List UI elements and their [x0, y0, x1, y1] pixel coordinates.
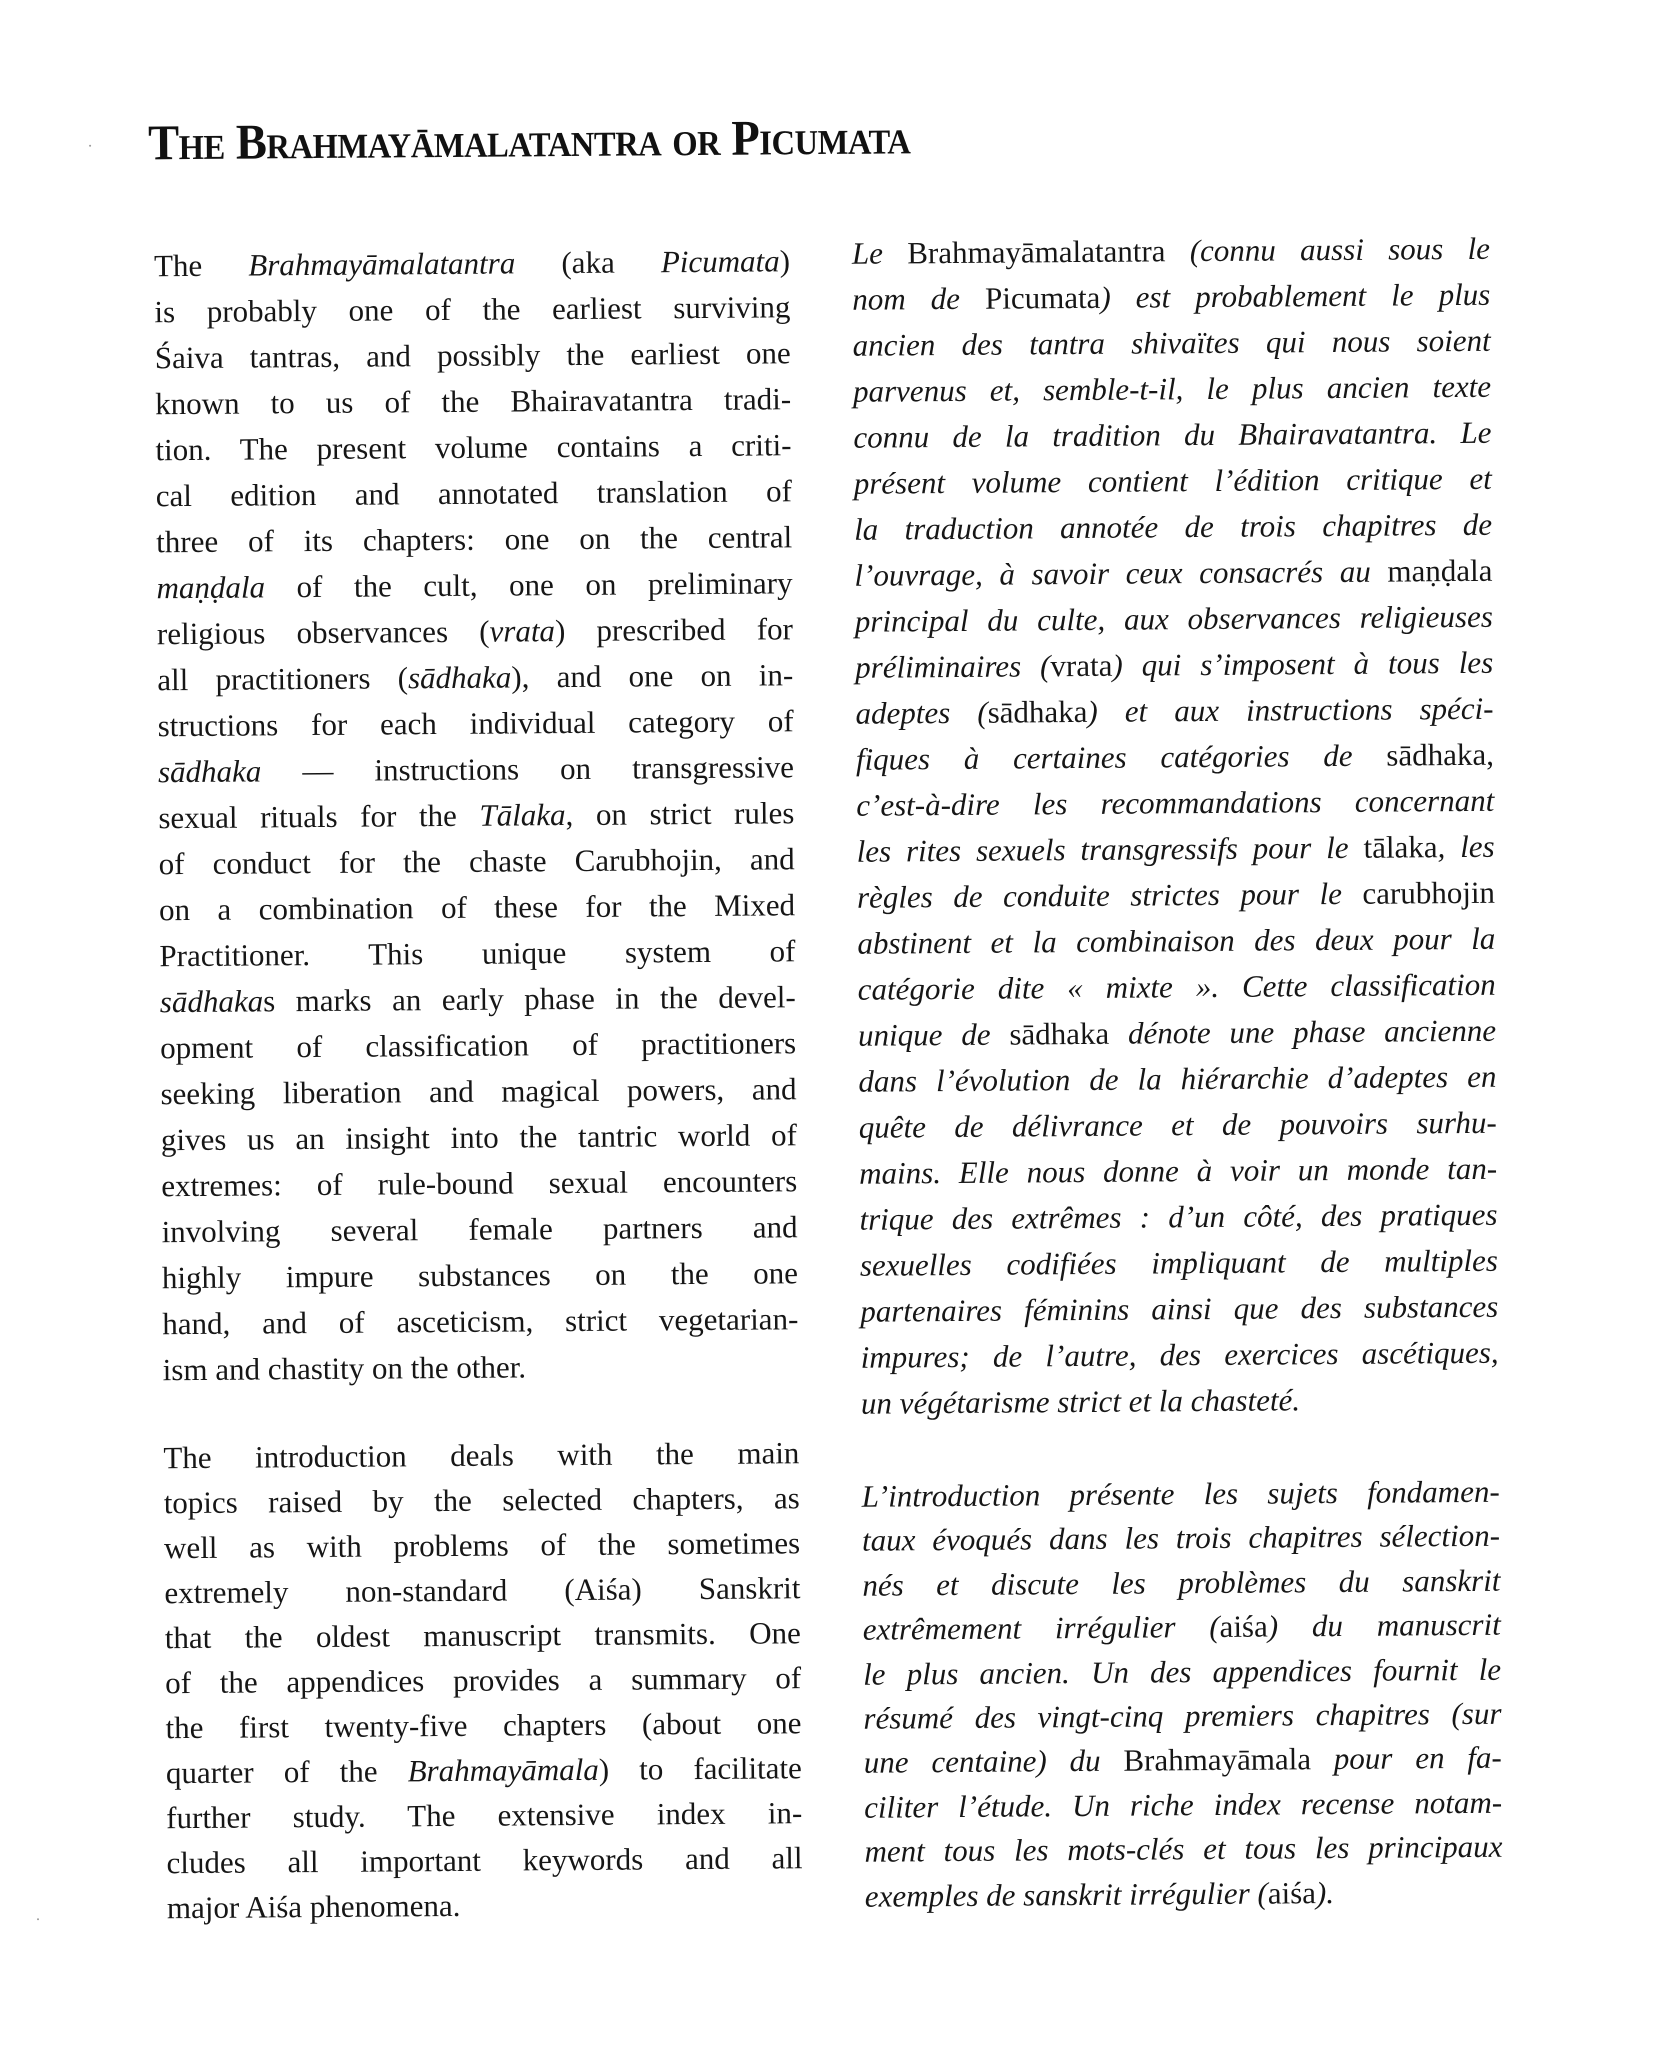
text-run: extrêmement irrégulier ( — [862, 1609, 1220, 1647]
text-line — [863, 1647, 1501, 1696]
text-run: is probably one of the earliest surviving — [154, 289, 791, 330]
text-line — [166, 1835, 802, 1885]
text-line — [855, 594, 1493, 645]
text-line — [865, 1869, 1503, 1918]
text-line — [855, 686, 1493, 737]
text-line — [158, 790, 794, 841]
text-line — [854, 502, 1492, 553]
roman-term: Brahmayāmalatantra — [907, 233, 1166, 271]
text-line — [161, 1204, 797, 1255]
text-run: cal edition and annotated translation of — [155, 473, 792, 514]
french-paragraph-2 — [862, 1470, 1503, 1919]
text-line — [160, 1020, 796, 1071]
italic-term: Tālaka — [479, 797, 566, 833]
text-line — [155, 422, 791, 473]
text-run: mains. Elle nous donne à voir un monde tan- — [859, 1150, 1498, 1191]
text-line — [163, 1342, 799, 1393]
text-line — [863, 1603, 1501, 1652]
roman-term: aiśa — [1267, 1874, 1317, 1911]
italic-term: sādhaka — [407, 659, 512, 696]
text-run: Śaiva tantras, and possibly the earliest one — [154, 335, 791, 376]
text-run: ) to facilitate — [598, 1750, 802, 1787]
text-run: (aka — [515, 244, 662, 281]
text-run: extremes: of rule-bound sexual encounters — [161, 1163, 798, 1204]
text-run: known to us of the Bhairavatantra tradi- — [154, 381, 792, 422]
roman-term: sādhaka — [987, 693, 1088, 730]
text-line — [861, 1376, 1499, 1427]
text-line — [158, 744, 794, 795]
text-line — [164, 1565, 800, 1615]
text-line — [155, 376, 791, 427]
text-run: , on strict rules — [565, 795, 795, 833]
text-run: further study. The extensive index in- — [166, 1795, 803, 1836]
text-line — [157, 698, 793, 749]
text-run: seeking liberation and magical powers, and — [160, 1071, 797, 1112]
text-run: quête de délivrance et de pouvoirs surhu- — [858, 1104, 1497, 1145]
text-run: dénote une phase ancienne — [1109, 1012, 1497, 1051]
scan-speck — [89, 145, 91, 147]
text-line — [165, 1610, 801, 1660]
text-line — [159, 928, 795, 979]
text-run: well as with problems of the sometimes — [163, 1525, 801, 1566]
text-line — [161, 1158, 797, 1209]
text-run: ). — [1315, 1874, 1335, 1910]
text-run: religious observances ( — [156, 613, 490, 652]
text-run: topics raised by the selected chapters, as — [163, 1480, 800, 1521]
text-run: impures; de l’autre, des exercices ascétiques, — [860, 1334, 1499, 1375]
text-line — [159, 882, 795, 933]
roman-term: aiśa — [1219, 1608, 1268, 1645]
roman-term: Picumata — [984, 279, 1101, 316]
text-line — [165, 1700, 801, 1750]
roman-term: sādhaka — [1009, 1015, 1110, 1052]
italic-term: vrata — [489, 613, 556, 649]
text-run: highly impure substances on the one — [161, 1255, 799, 1296]
italic-term: maṇḍala — [156, 569, 266, 606]
italic-term: sādhaka — [159, 983, 264, 1020]
text-line — [858, 962, 1496, 1013]
text-run: ) et aux instructions spéci- — [1087, 690, 1494, 729]
text-run: ) prescribed for — [554, 611, 794, 649]
text-line — [164, 1475, 800, 1525]
text-run: of the cult, one on preliminary — [264, 565, 793, 605]
text-run: L’introduction présente les sujets fondamen- — [861, 1473, 1500, 1514]
text-line — [859, 1100, 1497, 1151]
text-run: préliminaires ( — [855, 648, 1051, 685]
roman-term: Brahmayāmala — [1123, 1741, 1312, 1779]
english-paragraph-2 — [163, 1430, 803, 1930]
text-line — [156, 468, 792, 519]
text-line — [164, 1520, 800, 1570]
text-run: cludes all important keywords and all — [166, 1840, 803, 1881]
text-line — [156, 560, 792, 611]
italic-term: Brahmayāmala — [407, 1751, 599, 1789]
text-run: ment tous les mots-clés et tous les principaux — [864, 1828, 1503, 1869]
text-run: pour en fa- — [1310, 1740, 1502, 1777]
text-run: parvenus et, semble-t-il, le plus ancien texte — [852, 368, 1492, 409]
text-line — [856, 778, 1494, 829]
text-run: The introduction deals with the main — [163, 1435, 800, 1476]
text-run: s marks an early phase in the devel- — [262, 979, 796, 1019]
text-line — [165, 1655, 801, 1705]
text-line — [854, 548, 1492, 599]
text-line — [160, 1066, 796, 1117]
text-run: involving several female partners and — [161, 1209, 798, 1250]
text-run: l’ouvrage, à savoir ceux consacrés au — [854, 553, 1388, 593]
italic-term: Picumata — [660, 243, 780, 280]
text-line — [160, 974, 796, 1025]
text-run: règles de conduite strictes pour le — [856, 875, 1363, 915]
text-line — [156, 514, 792, 565]
scan-speck — [37, 1918, 39, 1920]
text-run: quarter of the — [165, 1753, 408, 1791]
text-run: sexual rituals for the — [158, 797, 480, 836]
text-line — [864, 1736, 1502, 1785]
italic-term: Brahmayāmalatantra — [248, 245, 516, 283]
english-paragraph-1 — [154, 238, 799, 1393]
roman-term: tālaka — [1363, 829, 1438, 865]
text-run: Le — [851, 235, 908, 271]
text-line — [858, 1054, 1496, 1105]
text-line — [162, 1250, 798, 1301]
text-line — [864, 1825, 1502, 1874]
text-line — [154, 238, 790, 289]
text-run: ism and chastity on the other. — [162, 1349, 527, 1388]
text-line — [860, 1330, 1498, 1381]
french-paragraph-1 — [852, 226, 1499, 1427]
text-run: connu de la tradition du Bhairavatantra. Le — [853, 414, 1492, 455]
text-line — [862, 1470, 1500, 1519]
text-line — [853, 410, 1491, 461]
text-run: le plus ancien. Un des appendices fournit le — [862, 1651, 1502, 1692]
text-run: exemples de sanskrit irrégulier ( — [864, 1875, 1268, 1914]
text-run: ciliter l’étude. Un riche index recense notam- — [864, 1784, 1503, 1825]
text-run: the first twenty-five chapters (about one — [165, 1705, 802, 1746]
text-run: principal du culte, aux observances religieuses — [854, 598, 1493, 639]
text-run: extremely non-standard (Aiśa) Sanskrit — [164, 1570, 801, 1611]
text-line — [157, 652, 793, 703]
text-line — [157, 606, 793, 657]
text-line — [857, 916, 1495, 967]
text-run: of the appendices provides a summary of — [165, 1660, 802, 1701]
roman-term: sādhaka, — [1386, 736, 1495, 773]
text-run: three of its chapters: one on the central — [156, 519, 793, 560]
text-line — [854, 456, 1492, 507]
text-line — [161, 1112, 797, 1163]
text-run: that the oldest manuscript transmits. One — [164, 1615, 801, 1656]
text-run: un végétarisme strict et la chasteté. — [860, 1382, 1301, 1421]
roman-term: maṇḍala — [1387, 552, 1493, 589]
text-line — [852, 226, 1490, 277]
text-line — [856, 824, 1494, 875]
text-run: nés et discute les problèmes du sanskrit — [862, 1562, 1501, 1603]
text-run: catégorie dite « mixte ». Cette classification — [857, 966, 1496, 1007]
text-run: on a combination of these for the Mixed — [158, 887, 796, 928]
text-line — [855, 640, 1493, 691]
text-line — [166, 1790, 802, 1840]
text-run: opment of classification of practitioners — [160, 1025, 797, 1066]
text-line — [162, 1296, 798, 1347]
text-line — [858, 1008, 1496, 1059]
text-run: ancien des tantra shivaïtes qui nous soient — [852, 322, 1491, 363]
text-line — [856, 732, 1494, 783]
text-run: la traduction annotée de trois chapitres de — [853, 506, 1493, 547]
text-run: nom de — [852, 280, 986, 317]
text-line — [860, 1238, 1498, 1289]
text-run: all practitioners ( — [157, 660, 409, 698]
text-run: trique des extrêmes : d’un côté, des pratiques — [859, 1196, 1498, 1237]
text-run: les rites sexuels transgressifs pour le — [856, 829, 1364, 869]
text-run: dans l’évolution de la hiérarchie d’adeptes en — [858, 1058, 1497, 1099]
italic-term: sādhaka — [157, 753, 262, 790]
text-run: , les — [1437, 828, 1495, 865]
text-line — [852, 318, 1490, 369]
text-run: adeptes ( — [855, 694, 988, 731]
text-run: Practitioner. This unique system of — [159, 933, 796, 974]
text-run: sexuelles codifiées impliquant de multiples — [859, 1242, 1499, 1283]
text-line — [154, 284, 790, 335]
text-run: taux évoqués dans les trois chapitres sélection- — [861, 1518, 1501, 1559]
roman-term: vrata — [1050, 647, 1113, 684]
text-run: présent volume contient l’édition critique et — [853, 460, 1492, 501]
text-line — [163, 1430, 799, 1480]
text-run: (connu aussi sous le — [1165, 230, 1491, 269]
text-run: abstinent et la combinaison des deux pour la — [857, 920, 1496, 961]
text-line — [159, 836, 795, 887]
roman-term: carubhojin — [1362, 874, 1496, 911]
text-line — [863, 1692, 1501, 1741]
text-line — [857, 870, 1495, 921]
text-run: ), and one on in- — [511, 657, 794, 695]
text-line — [862, 1514, 1500, 1563]
text-run: structions for each individual category of — [157, 703, 794, 744]
text-run: ) qui s’imposent à tous les — [1112, 644, 1494, 683]
text-line — [860, 1284, 1498, 1335]
text-run: — instructions on transgressive — [261, 749, 795, 789]
text-run: tion. The present volume contains a criti- — [155, 427, 792, 468]
text-run: hand, and of asceticism, strict vegetarian- — [162, 1301, 799, 1342]
text-run: unique de — [857, 1016, 1010, 1053]
text-line — [166, 1745, 802, 1795]
text-run: gives us an insight into the tantric world of — [160, 1117, 798, 1158]
page-title: The Brahmayāmalatantra or Picumata — [147, 108, 911, 171]
text-run: ) du manuscrit — [1267, 1606, 1501, 1644]
text-line — [167, 1880, 803, 1930]
text-run: partenaires féminins ainsi que des substances — [860, 1288, 1499, 1329]
text-run: résumé des vingt-cinq premiers chapitres (sur — [863, 1695, 1502, 1736]
text-line — [155, 330, 791, 381]
text-run: The — [153, 247, 249, 284]
text-line — [853, 364, 1491, 415]
text-line — [852, 272, 1490, 323]
text-line — [859, 1146, 1497, 1197]
text-line — [864, 1780, 1502, 1829]
text-run: major Aiśa phenomena. — [166, 1887, 461, 1926]
text-run: une centaine) du — [863, 1743, 1124, 1781]
text-run: c’est-à-dire les recommandations concernant — [856, 782, 1495, 823]
text-run: fiques à certaines catégories de — [855, 737, 1387, 777]
text-line — [859, 1192, 1497, 1243]
text-run: of conduct for the chaste Carubhojin, and — [158, 841, 795, 882]
text-run: ) est probablement le plus — [1100, 276, 1491, 315]
text-run: ) — [779, 243, 791, 279]
text-line — [862, 1559, 1500, 1608]
